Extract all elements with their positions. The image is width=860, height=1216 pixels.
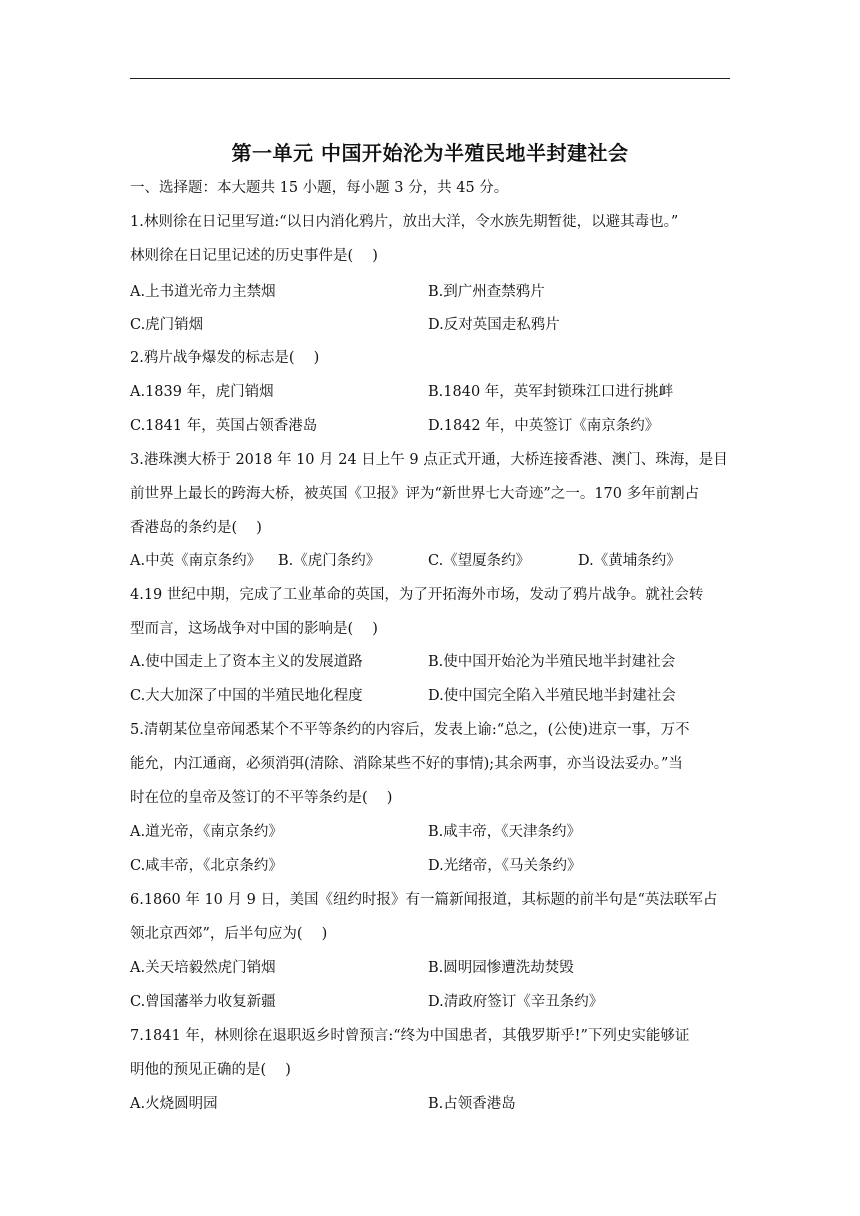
question-1-option-a: A.上书道光帝力主禁烟 (130, 284, 276, 300)
question-2-option-d: D.1842 年，中英签订《南京条约》 (428, 418, 660, 434)
question-2-stem-line-1: 2.鸦片战争爆发的标志是( ) (130, 350, 320, 366)
question-4-option-a: A.使中国走上了资本主义的发展道路 (130, 654, 363, 670)
question-1-stem-line-2: 林则徐在日记里记述的历史事件是( ) (130, 248, 378, 264)
question-2-option-a: A.1839 年，虎门销烟 (130, 384, 274, 400)
question-5-option-b: B.咸丰帝，《天津条约》 (428, 824, 582, 840)
question-3-stem-line-2: 前世界上最长的跨海大桥，被英国《卫报》评为“新世界七大奇迹”之一。170 多年前割占 (130, 486, 700, 502)
page-title: 第一单元 中国开始沦为半殖民地半封建社会 (231, 141, 629, 165)
question-2-option-b: B.1840 年，英军封锁珠江口进行挑衅 (428, 384, 674, 400)
question-3-option-a: A.中英《南京条约》 (130, 553, 262, 569)
question-1-stem-line-1: 1.林则徐在日记里写道:“以日内消化鸦片，放出大洋，令水族先期暂徙，以避其毒也。” (130, 214, 679, 230)
question-3-option-d: D.《黄埔条约》 (578, 553, 681, 569)
question-6-option-d: D.清政府签订《辛丑条约》 (428, 994, 604, 1010)
question-5-option-c: C.咸丰帝，《北京条约》 (130, 858, 283, 874)
question-7-stem-line-2: 明他的预见正确的是( ) (130, 1062, 291, 1078)
question-6-stem-line-1: 6.1860 年 10 月 9 日，美国《纽约时报》有一篇新闻报道，其标题的前半句是“英法联军占 (130, 892, 718, 908)
question-3-stem-line-1: 3.港珠澳大桥于 2018 年 10 月 24 日上午 9 点正式开通，大桥连接香港、澳门、珠海，是目 (130, 452, 728, 468)
question-5-option-d: D.光绪帝，《马关条约》 (428, 858, 582, 874)
question-7-option-b: B.占领香港岛 (428, 1096, 516, 1112)
question-1-option-c: C.虎门销烟 (130, 317, 204, 333)
question-5-stem-line-2: 能允，内江通商，必须消弭(清除、消除某些不好的事情);其余两事，亦当设法妥办。”当 (130, 756, 683, 772)
question-3-stem-line-3: 香港岛的条约是( ) (130, 520, 262, 536)
question-4-option-d: D.使中国完全陷入半殖民地半封建社会 (428, 688, 676, 704)
question-1-option-b: B.到广州查禁鸦片 (428, 284, 545, 300)
question-4-stem-line-1: 4.19 世纪中期，完成了工业革命的英国，为了开拓海外市场，发动了鸦片战争。就社会转 (130, 587, 704, 603)
question-1-option-d: D.反对英国走私鸦片 (428, 317, 560, 333)
question-6-option-a: A.关天培毅然虎门销烟 (130, 960, 276, 976)
question-4-option-c: C.大大加深了中国的半殖民地化程度 (130, 688, 363, 704)
question-5-option-a: A.道光帝，《南京条约》 (130, 824, 283, 840)
question-4-stem-line-2: 型而言，这场战争对中国的影响是( ) (130, 621, 378, 637)
question-6-option-b: B.圆明园惨遭洗劫焚毁 (428, 960, 574, 976)
question-2-option-c: C.1841 年，英国占领香港岛 (130, 418, 318, 434)
section-header: 一、选择题：本大题共 15 小题，每小题 3 分，共 45 分。 (130, 180, 509, 196)
question-5-stem-line-3: 时在位的皇帝及签订的不平等条约是( ) (130, 790, 393, 806)
question-6-stem-line-2: 领北京西郊”，后半句应为( ) (130, 926, 328, 942)
question-7-option-a: A.火烧圆明园 (130, 1096, 218, 1112)
question-4-option-b: B.使中国开始沦为半殖民地半封建社会 (428, 654, 676, 670)
question-6-option-c: C.曾国藩举力收复新疆 (130, 994, 276, 1010)
question-5-stem-line-1: 5.清朝某位皇帝闻悉某个不平等条约的内容后，发表上谕:“总之，(公使)进京一事，万不 (130, 722, 690, 738)
question-7-stem-line-1: 7.1841 年，林则徐在退职返乡时曾预言:“终为中国患者，其俄罗斯乎!”下列史实能够证 (130, 1028, 690, 1044)
question-3-option-c: C.《望厦条约》 (428, 553, 531, 569)
header-rule (130, 78, 730, 79)
question-3-option-b: B.《虎门条约》 (278, 553, 381, 569)
